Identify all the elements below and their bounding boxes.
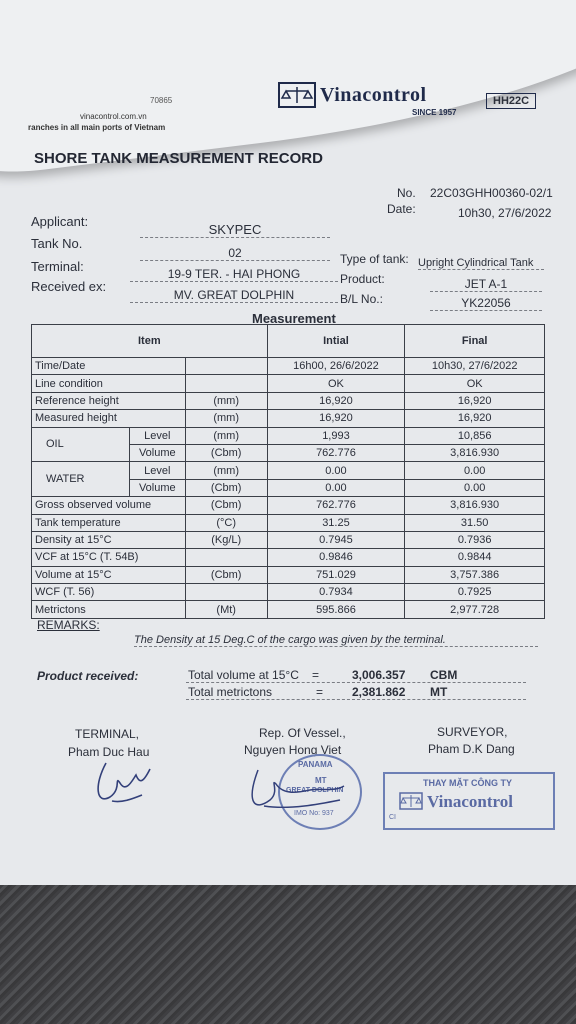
row-unit: (mm) — [185, 462, 267, 479]
total-volume-unit: CBM — [430, 668, 458, 682]
row-final: 16,920 — [405, 410, 545, 427]
row-item: Metrictons — [32, 601, 186, 618]
table-row — [32, 514, 545, 531]
row-final: 31.50 — [405, 514, 545, 531]
row-initial: 0.7934 — [267, 584, 405, 601]
remarks-text: The Density at 15 Deg.C of the cargo was given by the terminal. — [134, 634, 538, 647]
product-label: Product: — [340, 272, 385, 286]
row-item: VCF at 15°C (T. 54B) — [32, 549, 186, 566]
row-unit: (mm) — [185, 410, 267, 427]
vessel-signature — [240, 762, 350, 822]
row-final: 16,920 — [405, 392, 545, 409]
row-initial: 762.776 — [267, 497, 405, 514]
row-item: Reference height — [32, 392, 186, 409]
remarks-label: REMARKS: — [37, 618, 100, 632]
applicant-label: Applicant: — [31, 214, 89, 229]
row-initial: OK — [267, 375, 405, 392]
vessel-title: Rep. Of Vessel., — [259, 726, 346, 740]
table-row — [32, 375, 545, 392]
row-final: 0.7936 — [405, 531, 545, 548]
surveyor-stamp — [383, 772, 555, 830]
row-initial: 16,920 — [267, 410, 405, 427]
row-unit — [185, 549, 267, 566]
surveyor-name: Pham D.K Dang — [428, 742, 515, 756]
vessel-stamp-ship: GREAT DOLPHIN — [286, 787, 344, 794]
row-final: 2,977.728 — [405, 601, 545, 618]
brand-name: Vinacontrol — [320, 84, 427, 106]
terminal-title: TERMINAL, — [75, 727, 140, 741]
row-unit: (Cbm) — [185, 479, 267, 496]
table-row — [32, 497, 545, 514]
totals-divider — [186, 699, 526, 700]
row-final: 3,816.930 — [405, 444, 545, 461]
header-initial: Intial — [267, 325, 405, 358]
type-of-tank-label: Type of tank: — [340, 252, 409, 266]
header-branches: ranches in all main ports of Vietnam — [28, 123, 166, 132]
row-final: 10,856 — [405, 427, 545, 444]
row-item: Time/Date — [32, 358, 186, 375]
type-of-tank-value: Upright Cylindrical Tank — [418, 257, 544, 270]
row-sub: Level — [129, 427, 185, 444]
measurement-heading: Measurement — [252, 311, 336, 326]
row-unit: (°C) — [185, 514, 267, 531]
row-unit: (mm) — [185, 427, 267, 444]
header-final: Final — [405, 325, 545, 358]
no-value: 22C03GHH00360-02/1 — [430, 186, 553, 200]
row-initial: 751.029 — [267, 566, 405, 583]
row-unit: (Cbm) — [185, 566, 267, 583]
header-item: Item — [32, 325, 268, 358]
table-row — [32, 392, 545, 409]
row-unit — [185, 358, 267, 375]
measurement-table — [31, 324, 545, 619]
surveyor-stamp-brand: Vinacontrol — [427, 792, 513, 811]
row-item: Line condition — [32, 375, 186, 392]
row-initial: 16h00, 26/6/2022 — [267, 358, 405, 375]
no-label: No. — [397, 186, 416, 200]
row-initial: 1,993 — [267, 427, 405, 444]
date-label: Date: — [387, 202, 416, 216]
terminal-signature — [92, 755, 162, 815]
row-unit: (mm) — [185, 392, 267, 409]
row-initial: 0.00 — [267, 462, 405, 479]
total-mt-label: Total metrictons — [188, 685, 273, 699]
row-item: Gross observed volume — [32, 497, 186, 514]
row-initial: 762.776 — [267, 444, 405, 461]
table-row — [32, 427, 545, 444]
header-phone: 70865 — [150, 96, 173, 105]
table-row — [32, 601, 545, 618]
row-item: Tank temperature — [32, 514, 186, 531]
row-initial: 31.25 — [267, 514, 405, 531]
row-sub: Level — [129, 462, 185, 479]
date-value: 10h30, 27/6/2022 — [458, 206, 552, 220]
vinacontrol-logo-icon — [278, 82, 316, 108]
brand-since: SINCE 1957 — [412, 108, 457, 117]
surveyor-stamp-logo-icon — [399, 792, 423, 815]
row-final: 0.00 — [405, 479, 545, 496]
totals-divider — [186, 682, 526, 683]
surveyor-stamp-ref: CI — [389, 814, 396, 821]
doc-code-box: HH22C — [486, 93, 536, 109]
product-received-label: Product received: — [37, 669, 139, 683]
row-final: 0.9844 — [405, 549, 545, 566]
water-group-label: WATER — [32, 462, 130, 497]
table-row — [32, 584, 545, 601]
row-final: 3,757.386 — [405, 566, 545, 583]
table-row — [32, 358, 545, 375]
terminal-label: Terminal: — [31, 259, 84, 274]
header-website: vinacontrol.com.vn — [80, 112, 147, 121]
surveyor-stamp-heading: THAY MẶT CÔNG TY — [423, 778, 513, 788]
row-item: Volume at 15°C — [32, 566, 186, 583]
document-title: SHORE TANK MEASUREMENT RECORD — [34, 150, 323, 167]
row-final: 0.00 — [405, 462, 545, 479]
table-row — [32, 531, 545, 548]
row-initial: 16,920 — [267, 392, 405, 409]
row-final: 10h30, 27/6/2022 — [405, 358, 545, 375]
row-final: OK — [405, 375, 545, 392]
row-item: WCF (T. 56) — [32, 584, 186, 601]
received-label: Received ex: — [31, 279, 107, 294]
vessel-name: Nguyen Hong Viet — [244, 743, 342, 757]
row-initial: 0.9846 — [267, 549, 405, 566]
carpet-background — [0, 885, 576, 1024]
vessel-stamp-mt: MT — [315, 776, 327, 785]
bl-no-label: B/L No.: — [340, 292, 383, 306]
tank-no-value: 02 — [140, 246, 330, 261]
row-unit — [185, 584, 267, 601]
row-initial: 0.00 — [267, 479, 405, 496]
row-item: Density at 15°C — [32, 531, 186, 548]
row-final: 0.7925 — [405, 584, 545, 601]
total-volume-label: Total volume at 15°C — [188, 668, 299, 682]
row-sub: Volume — [129, 479, 185, 496]
terminal-name: Pham Duc Hau — [68, 745, 150, 759]
row-unit: (Cbm) — [185, 444, 267, 461]
row-unit — [185, 375, 267, 392]
row-unit: (Kg/L) — [185, 531, 267, 548]
row-unit: (Cbm) — [185, 497, 267, 514]
row-initial: 0.7945 — [267, 531, 405, 548]
vessel-stamp-country: PANAMA — [298, 760, 333, 769]
row-item: Measured height — [32, 410, 186, 427]
table-header-row — [32, 325, 545, 358]
total-volume-value: 3,006.357 — [352, 668, 406, 682]
received-value: MV. GREAT DOLPHIN — [130, 288, 338, 303]
total-mt-equals: = — [316, 685, 324, 699]
row-final: 3,816.930 — [405, 497, 545, 514]
bl-no-value: YK22056 — [430, 296, 542, 311]
table-row — [32, 462, 545, 479]
total-mt-value: 2,381.862 — [352, 685, 406, 699]
oil-group-label: OIL — [32, 427, 130, 462]
total-volume-equals: = — [312, 668, 320, 682]
tank-no-label: Tank No. — [31, 236, 83, 251]
total-mt-unit: MT — [430, 685, 448, 699]
row-unit: (Mt) — [185, 601, 267, 618]
row-initial: 595.866 — [267, 601, 405, 618]
row-sub: Volume — [129, 444, 185, 461]
applicant-value: SKYPEC — [140, 222, 330, 238]
table-row — [32, 566, 545, 583]
terminal-value: 19-9 TER. - HAI PHONG — [130, 267, 338, 282]
product-value: JET A-1 — [430, 277, 542, 292]
table-row — [32, 549, 545, 566]
surveyor-title: SURVEYOR, — [437, 725, 508, 739]
vessel-stamp-imo: IMO No: 937 — [294, 810, 334, 817]
table-row — [32, 410, 545, 427]
